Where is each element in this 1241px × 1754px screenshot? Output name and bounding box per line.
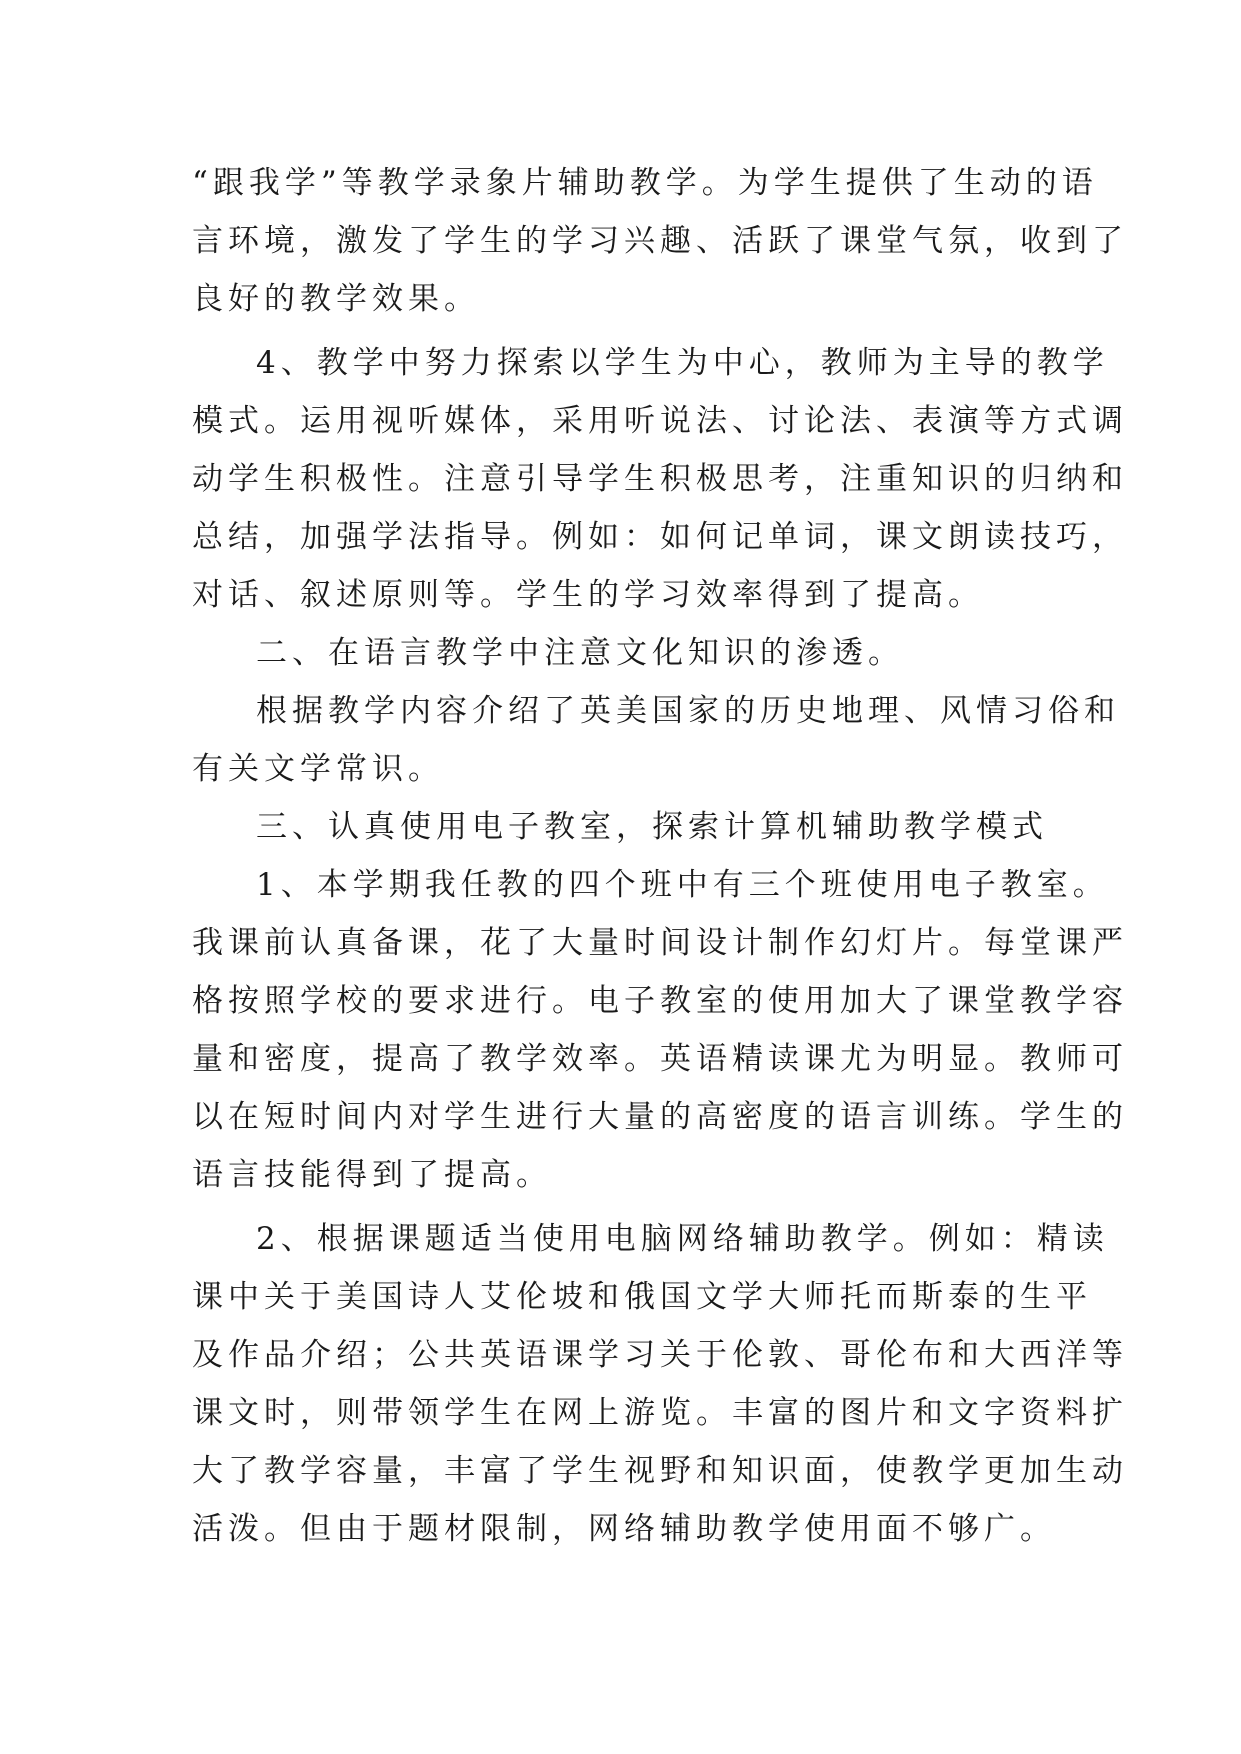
section-heading: 三、认真使用电子教室，探索计算机辅助教学模式 [256,809,1048,845]
text-line: 格按照学校的要求进行。电子教室的使用加大了课堂教学容 [192,983,1128,1019]
text-line: 课文时，则带领学生在网上游览。丰富的图片和文字资料扩 [192,1395,1128,1431]
text-line: 大了教学容量，丰富了学生视野和知识面，使教学更加生动 [192,1453,1128,1489]
section-heading: 二、在语言教学中注意文化知识的渗透。 [256,635,904,671]
paragraph-start-line: 根据教学内容介绍了英美国家的历史地理、风情习俗和 [256,693,1120,729]
text-line: “跟我学”等教学录象片辅助教学。为学生提供了生动的语 [192,165,1098,201]
text-line: 有关文学常识。 [192,751,444,787]
text-line: 活泼。但由于题材限制，网络辅助教学使用面不够广。 [192,1511,1056,1547]
text-line: 总结，加强学法指导。例如：如何记单词，课文朗读技巧， [192,519,1128,555]
text-line: 课中关于美国诗人艾伦坡和俄国文学大师托而斯泰的生平 [192,1279,1092,1315]
text-line: 对话、叙述原则等。学生的学习效率得到了提高。 [192,577,984,613]
text-line: 量和密度，提高了教学效率。英语精读课尤为明显。教师可 [192,1041,1128,1077]
text-line: 模式。运用视听媒体，采用听说法、讨论法、表演等方式调 [192,403,1128,439]
paragraph-start-line: 1、本学期我任教的四个班中有三个班使用电子教室。 [256,867,1109,903]
text-line: 以在短时间内对学生进行大量的高密度的语言训练。学生的 [192,1099,1128,1135]
document-body [192,154,1128,1558]
text-line: 语言技能得到了提高。 [192,1157,552,1193]
text-line: 及作品介绍；公共英语课学习关于伦敦、哥伦布和大西洋等 [192,1337,1128,1373]
paragraph-start-line: 2、根据课题适当使用电脑网络辅助教学。例如：精读 [256,1221,1109,1257]
text-line: 我课前认真备课，花了大量时间设计制作幻灯片。每堂课严 [192,925,1128,961]
text-line: 动学生积极性。注意引导学生积极思考，注重知识的归纳和 [192,461,1128,497]
text-line: 言环境，激发了学生的学习兴趣、活跃了课堂气氛，收到了 [192,223,1128,259]
text-line: 良好的教学效果。 [192,281,480,317]
paragraph-start-line: 4、教学中努力探索以学生为中心，教师为主导的教学 [256,345,1109,381]
